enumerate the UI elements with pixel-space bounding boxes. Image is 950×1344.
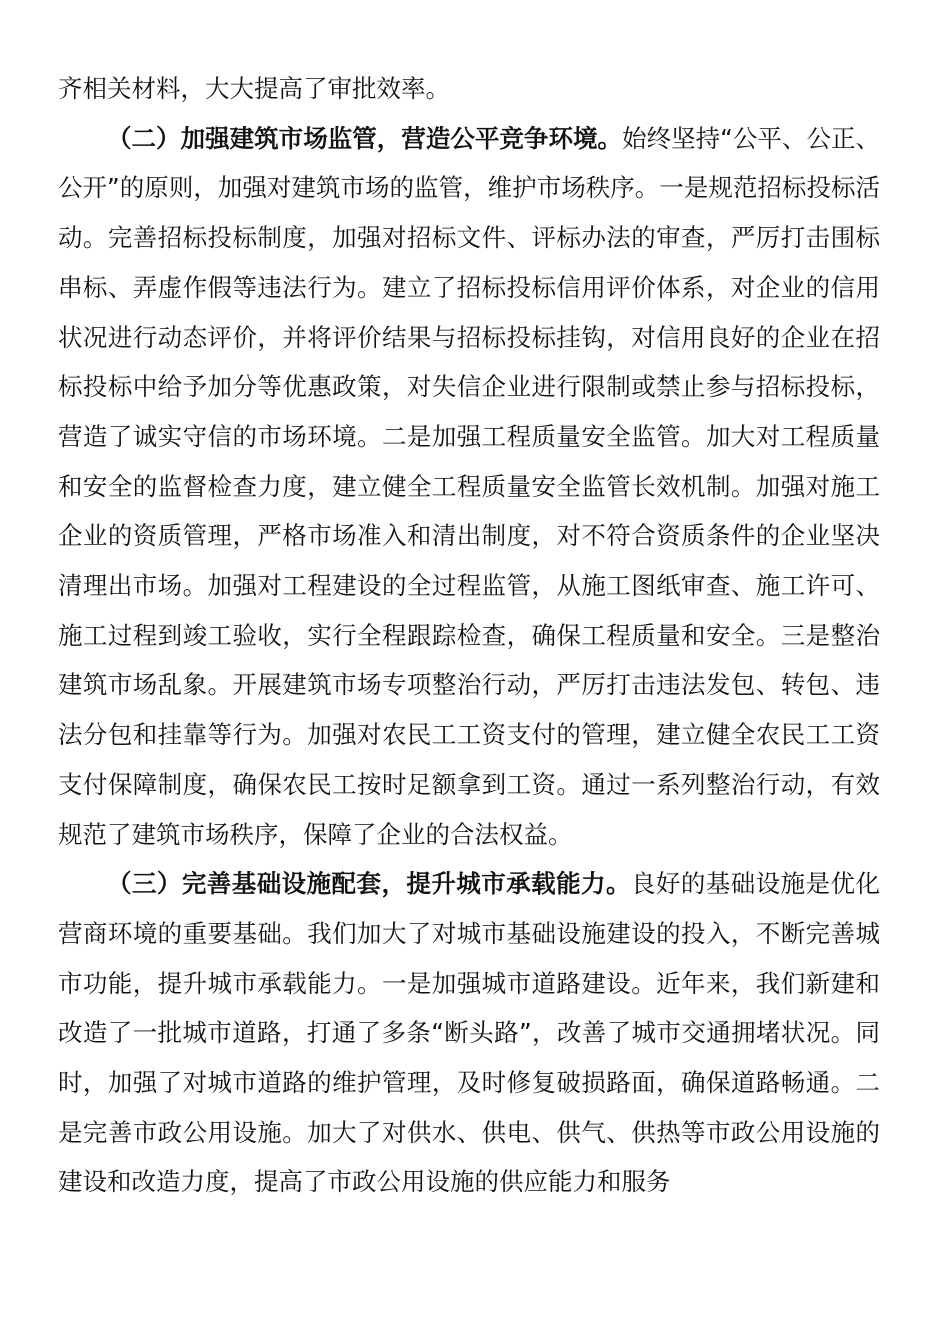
paragraph-1-body: 齐相关材料，大大提高了审批效率。 [58,74,450,103]
section-2-heading: （二）加强建筑市场监管，营造公平竞争环境。 [107,123,623,153]
paragraph-section-3 [58,859,880,1207]
section-3-heading: （三）完善基础设施配套，提升城市承载能力。 [107,869,631,899]
paragraph-section-2 [58,114,880,860]
section-3-body: 良好的基础设施是优化营商环境的重要基础。我们加大了对城市基础设施建设的投入，不断完善城市功能，提升城市承载能力。一是加强城市道路建设。近年来，我们新建和改造了一批城市道路，打通了多条“断头路”，改善了城市交通拥堵状况。同时，加强了对城市道路的维护管理，及时修复破损路面，确保道路畅通。二是完善市政公用设施。加大了对供水、供电、供气、供热等市政公用设施的建设和改造力度，提高了市政公用设施的供应能力和服务 [58,869,881,1197]
section-2-body: 始终坚持“公平、公正、公开”的原则，加强对建筑市场的监管，维护市场秩序。一是规范招标投标活动。完善招标投标制度，加强对招标文件、评标办法的审查，严厉打击围标串标、弄虚作假等违法行为。建立了招标投标信用评价体系，对企业的信用状况进行动态评价，并将评价结果与招标投标挂钩，对信用良好的企业在招标投标中给予加分等优惠政策，对失信企业进行限制或禁止参与招标投标，营造了诚实守信的市场环境。二是加强工程质量安全监管。加大对工程质量和安全的监督检查力度，建立健全工程质量安全监管长效机制。加强对施工企业的资质管理，严格市场准入和清出制度，对不符合资质条件的企业坚决清理出市场。加强对工程建设的全过程监管，从施工图纸审查、施工许可、施工过程到竣工验收，实行全程跟踪检查，确保工程质量和安全。三是整治建筑市场乱象。开展建筑市场专项整治行动，严厉打击违法发包、转包、违法分包和挂靠等行为。加强对农民工工资支付的管理，建立健全农民工工资支付保障制度，确保农民工按时足额拿到工资。通过一系列整治行动，有效规范了建筑市场秩序，保障了企业的合法权益。 [58,123,880,849]
paragraph-continuation [58,64,880,114]
document-page [58,64,880,1207]
